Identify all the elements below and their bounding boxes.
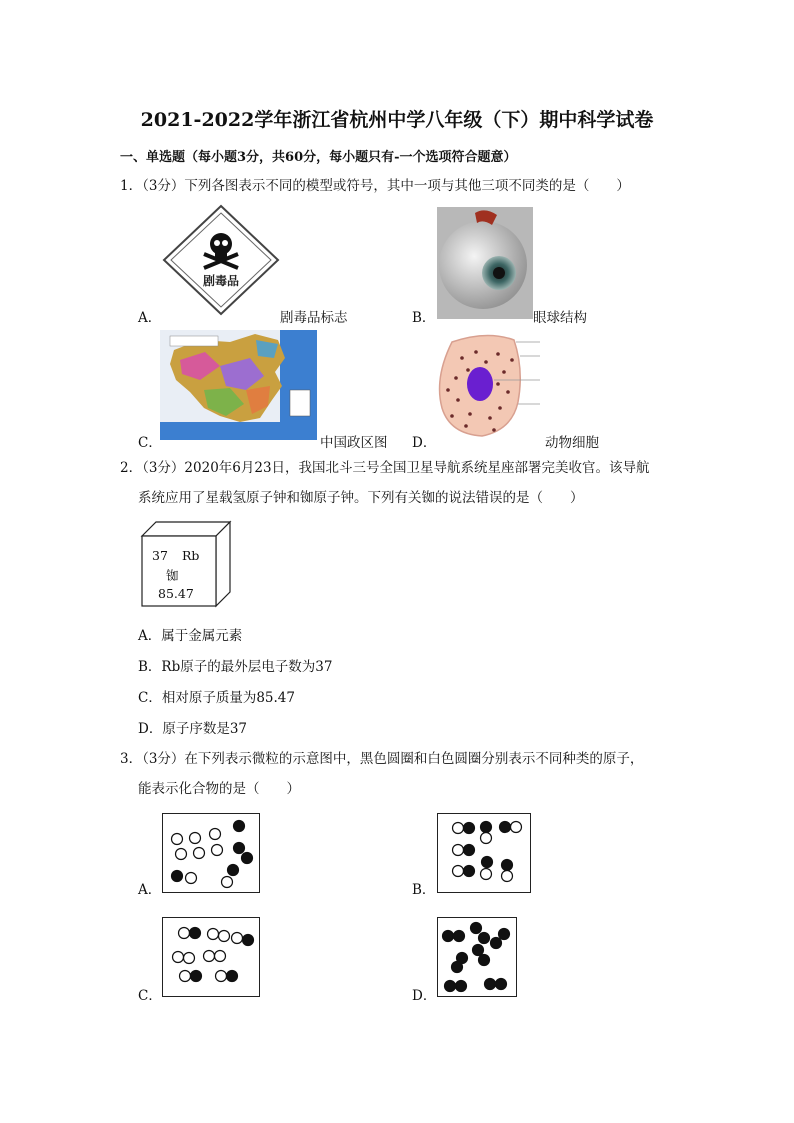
- q3-option-d-letter: D．: [412, 988, 437, 1004]
- option-a-letter: A．: [138, 310, 162, 326]
- particle-diagram-c: [162, 917, 260, 997]
- question-2-line2: 系统应用了星载氢原子钟和铷原子钟。下列有关铷的说法错误的是（ ）: [138, 490, 584, 506]
- question-stem: （3分）2020年6月23日，我国北斗三号全国卫星导航系统星座部署完美收官。该导航: [142, 460, 650, 476]
- q3-option-a-letter: A．: [138, 882, 162, 898]
- option-d-letter: D．: [412, 435, 437, 451]
- element-card: [140, 520, 232, 608]
- q2-option-a: A．属于金属元素: [138, 628, 243, 644]
- atomic-number: 37: [152, 548, 168, 563]
- page-title: 2021-2022学年浙江省杭州中学八年级（下）期中科学试卷: [140, 109, 654, 131]
- element-name: 铷: [166, 568, 179, 583]
- question-stem: （3分）在下列表示微粒的示意图中，黑色圆圈和白色圆圈分别表示不同种类的原子，: [142, 751, 644, 767]
- section-heading: 一、单选题（每小题3分，共60分，每小题只有-一个选项符合题意）: [120, 150, 517, 165]
- question-number: 1．: [120, 178, 143, 194]
- option-d-caption: 动物细胞: [545, 435, 599, 451]
- option-b-caption: 眼球结构: [533, 310, 587, 326]
- question-1: [120, 176, 630, 196]
- question-3-line1: [120, 749, 643, 769]
- atomic-mass: 85.47: [158, 586, 194, 601]
- question-2-line1: [120, 458, 650, 478]
- toxic-sign-image: [162, 204, 280, 316]
- particle-diagram-b: [437, 813, 531, 893]
- element-symbol: Rb: [182, 548, 200, 563]
- q2-option-d: D．原子序数是37: [138, 721, 248, 737]
- q3-option-b-letter: B．: [412, 882, 436, 898]
- option-a-caption: 剧毒品标志: [280, 310, 348, 326]
- option-c-letter: C．: [138, 435, 162, 451]
- particle-diagram-d: [437, 917, 517, 997]
- animal-cell-image: [432, 330, 547, 440]
- question-number: 3．: [120, 751, 143, 767]
- q3-option-c-letter: C．: [138, 988, 162, 1004]
- option-c-caption: 中国政区图: [320, 435, 388, 451]
- q2-option-c: C．相对原子质量为85.47: [138, 690, 295, 706]
- particle-diagram-a: [162, 813, 260, 893]
- question-stem: （3分）下列各图表示不同的模型或符号，其中一项与其他三项不同类的是（ ）: [142, 178, 630, 194]
- option-b-letter: B．: [412, 310, 436, 326]
- toxic-sign-text: 剧毒品: [202, 274, 239, 288]
- question-3-line2: 能表示化合物的是（ ）: [138, 781, 300, 797]
- question-number: 2．: [120, 460, 143, 476]
- china-map-image: [160, 330, 317, 440]
- eyeball-image: [437, 207, 533, 319]
- q2-option-b: B．Rb原子的最外层电子数为37: [138, 659, 333, 675]
